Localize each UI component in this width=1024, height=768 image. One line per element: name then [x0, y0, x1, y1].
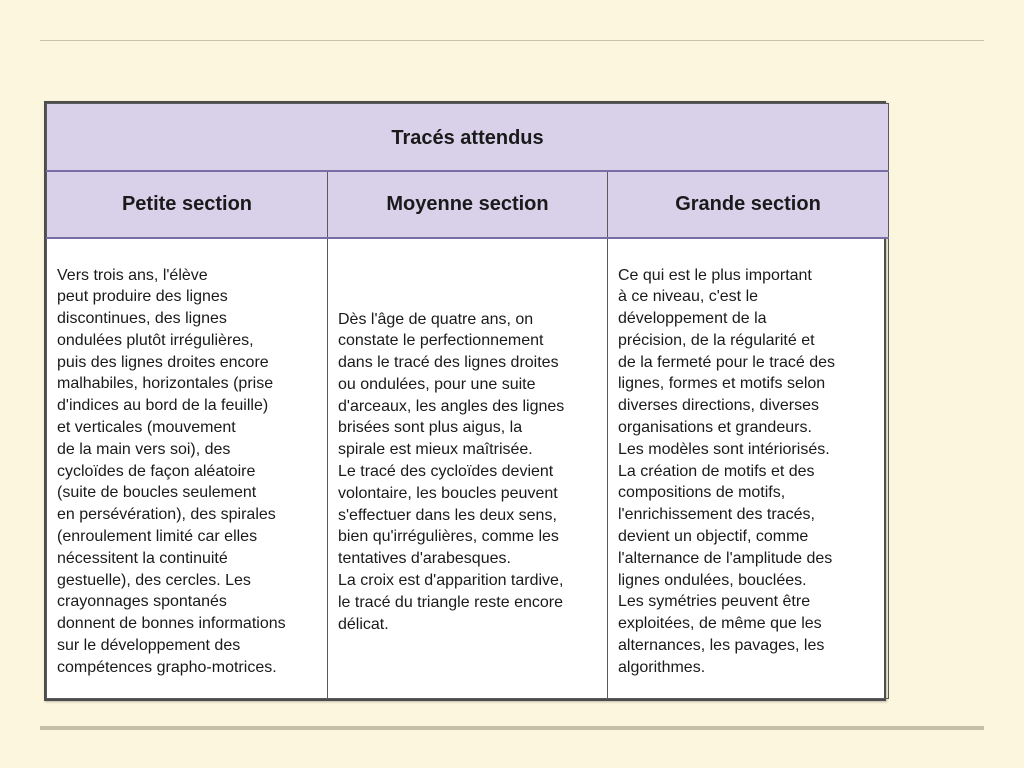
header-row [47, 171, 889, 238]
top-divider [40, 40, 984, 41]
cell-petite-section: Vers trois ans, l'élève peut produire des lignes discontinues, des lignes ondulées plutôt irrégulières, puis des lignes droites encore malhabiles, horizontales (prise d'indices au bord de la feuille) et verticales (mouvement de la main vers soi), des cycloïdes de façon aléatoire (suite de boucles seulement en persévération), des spirales (enroulement limité car elles nécessitent la continuité gestuelle), des cercles. Les crayonnages spontanés donnent de bonnes informations sur le développement des compétences grapho-motrices. [47, 238, 328, 699]
bottom-divider [40, 726, 984, 730]
column-header-petite-section: Petite section [47, 171, 328, 238]
table-title: Tracés attendus [47, 104, 889, 171]
cell-moyenne-section: Dès l'âge de quatre ans, on constate le perfectionnement dans le tracé des lignes droites ou ondulées, pour une suite d'arceaux, les angles des lignes brisées sont plus aigus, la spirale est mieux maîtrisée. Le tracé des cycloïdes devient volontaire, les boucles peuvent s'effectuer dans les deux sens, bien qu'irrégulières, comme les tentatives d'arabesques. La croix est d'apparition tardive, le tracé du triangle reste encore délicat. [328, 238, 608, 699]
body-row [47, 238, 889, 699]
traces-table-grid [46, 103, 889, 699]
column-header-grande-section: Grande section [608, 171, 889, 238]
title-row [47, 104, 889, 171]
column-header-moyenne-section: Moyenne section [328, 171, 608, 238]
traces-table [44, 101, 886, 701]
cell-grande-section: Ce qui est le plus important à ce niveau, c'est le développement de la précision, de la régularité et de la fermeté pour le tracé des lignes, formes et motifs selon diverses directions, diverses organisations et grandeurs. Les modèles sont intériorisés. La création de motifs et des compositions de motifs, l'enrichissement des tracés, devient un objectif, comme l'alternance de l'amplitude des lignes ondulées, bouclées. Les symétries peuvent être exploitées, de même que les alternances, les pavages, les algorithmes. [608, 238, 889, 699]
